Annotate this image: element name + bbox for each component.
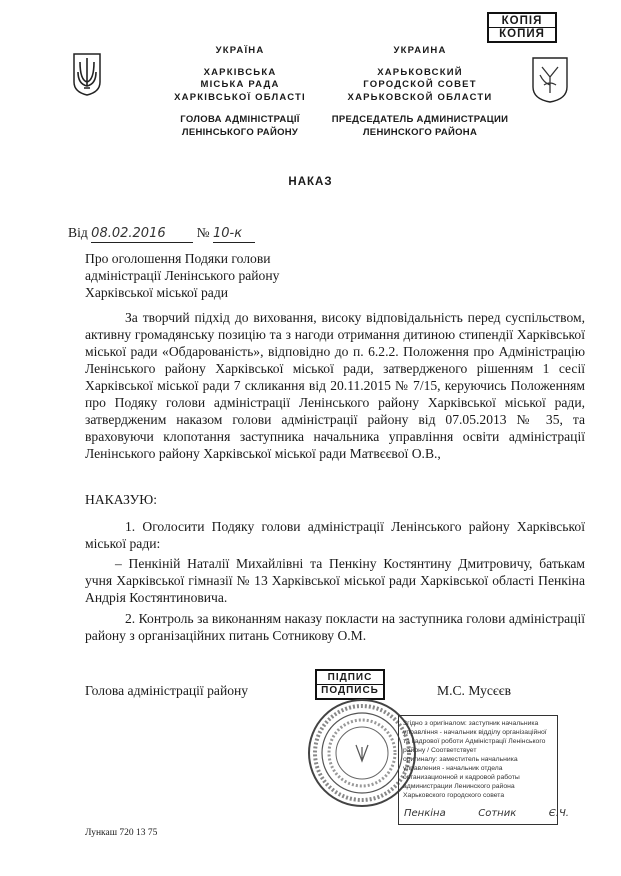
header-right-office: ПРЕДСЕДАТЕЛЬ АДМИНИСТРАЦИИ	[331, 114, 509, 125]
certification-line: Згідно з оригіналом: заступник начальника	[403, 720, 539, 727]
header-right-line: УКРАИНА	[393, 45, 447, 56]
certification-line: району / Соответствует	[403, 747, 477, 754]
header-left-line: МІСЬКА РАДА	[200, 79, 280, 90]
document-title: НАКАЗ	[288, 176, 333, 188]
subject-line: Про оголошення Подяки голови	[85, 251, 271, 266]
certification-line: организационной и кадровой работы	[403, 774, 520, 781]
header-right-block	[320, 45, 520, 139]
signature-mark: Пенкіна	[404, 808, 446, 819]
header-left-office: ГОЛОВА АДМІНІСТРАЦІЇ	[180, 114, 300, 125]
order-line	[68, 224, 368, 243]
signature-stamp-line: ПОДПИСЬ	[317, 684, 383, 697]
signature-position: Голова адміністрації району	[85, 683, 249, 698]
signature-stamp-line: ПІДПИС	[327, 672, 373, 683]
header-left-line: УКРАЇНА	[215, 45, 265, 56]
preamble-paragraph: За творчий підхід до виховання, високу відповідальність перед суспільством, активну громадянську позицію та з нагоди отримання дитиною стипендії Харківської міської ради «Обдарованість», відповідно до п. 6.2.2. Положення про Адміністрацію Ленінського району Харківської міської ради, затвердженого рішенням 1 сесії Харківської міської ради 7 скликання від 20.11.2015 № 7/15, керуючись Положенням про Подяку голови адміністрації Ленінського району Харківської міської ради, затвердженим наказом голови адміністрації району від 07.05.2013 № 35, та враховуючи клопотання заступника начальника управління освіти адміністрації Ленінського району Харківської міської ради Матвєєвої О.В.,	[85, 310, 585, 461]
copy-stamp-line: КОПІЯ	[501, 15, 543, 27]
certification-line: управления - начальник отдела	[403, 765, 503, 772]
signature-mark: Є.Ч.	[548, 808, 569, 819]
footer-contact: Лункаш 720 13 75	[85, 828, 158, 838]
copy-stamp	[487, 12, 557, 43]
order-subject	[85, 250, 385, 301]
header-right-line: ГОРОДСКОЙ СОВЕТ	[363, 79, 477, 90]
header-right-office: ЛЕНИНСКОГО РАЙОНА	[362, 126, 478, 138]
header-left-line: ХАРКІВСЬКОЇ ОБЛАСТІ	[174, 91, 306, 103]
trident-coat-of-arms-icon	[72, 52, 102, 96]
certification-line: та кадрової роботи Адміністрації Ленінського	[403, 738, 546, 745]
order-number: 10-к	[213, 225, 255, 243]
copy-stamp-line: КОПИЯ	[489, 27, 555, 40]
subject-line: адміністрації Ленінського району	[85, 268, 280, 283]
header-right-line: ХАРЬКОВСКОЙ ОБЛАСТИ	[347, 91, 493, 103]
order-date: 08.02.2016	[91, 225, 193, 243]
order-item-2: 2. Контроль за виконанням наказу покласти на заступника голови адміністрації району з організаційних питань Сотникову О.М.	[85, 611, 585, 643]
header-left-office: ЛЕНІНСЬКОГО РАЙОНУ	[181, 126, 299, 138]
signatory-name: М.С. Мусєєв	[437, 683, 512, 698]
signature-mark: Сотник	[478, 808, 517, 819]
certification-line: оригиналу: заместитель начальника	[403, 756, 518, 763]
order-number-label: №	[196, 225, 210, 240]
order-item-1-detail: – Пенкіній Наталії Михайлівні та Пенкіну Костянтину Дмитровичу, батькам учня Харківської гімназії № 13 Харківської міської ради Харківської області Пенкіна Андрія Костянтиновича.	[85, 556, 585, 605]
signature-stamp	[315, 669, 385, 700]
header-right-line: ХАРЬКОВСКИЙ	[377, 66, 463, 78]
certification-signatures	[404, 808, 569, 819]
certification-line: Харьковского городского совета	[403, 792, 505, 799]
header-left-line: ХАРКІВСЬКА	[203, 66, 277, 78]
kharkiv-coat-of-arms-icon	[530, 55, 570, 103]
subject-line: Харківської міської ради	[85, 285, 229, 300]
order-word: НАКАЗУЮ:	[85, 492, 158, 507]
order-from-label: Від	[68, 225, 88, 240]
certification-line: администрации Ленинского района	[403, 783, 515, 790]
header-left-block	[140, 45, 340, 139]
order-item-1: 1. Оголосити Подяку голови адміністрації Ленінського району Харківської міської ради:	[85, 519, 585, 551]
certification-line: управління - начальник відділу організаційної	[403, 729, 547, 736]
